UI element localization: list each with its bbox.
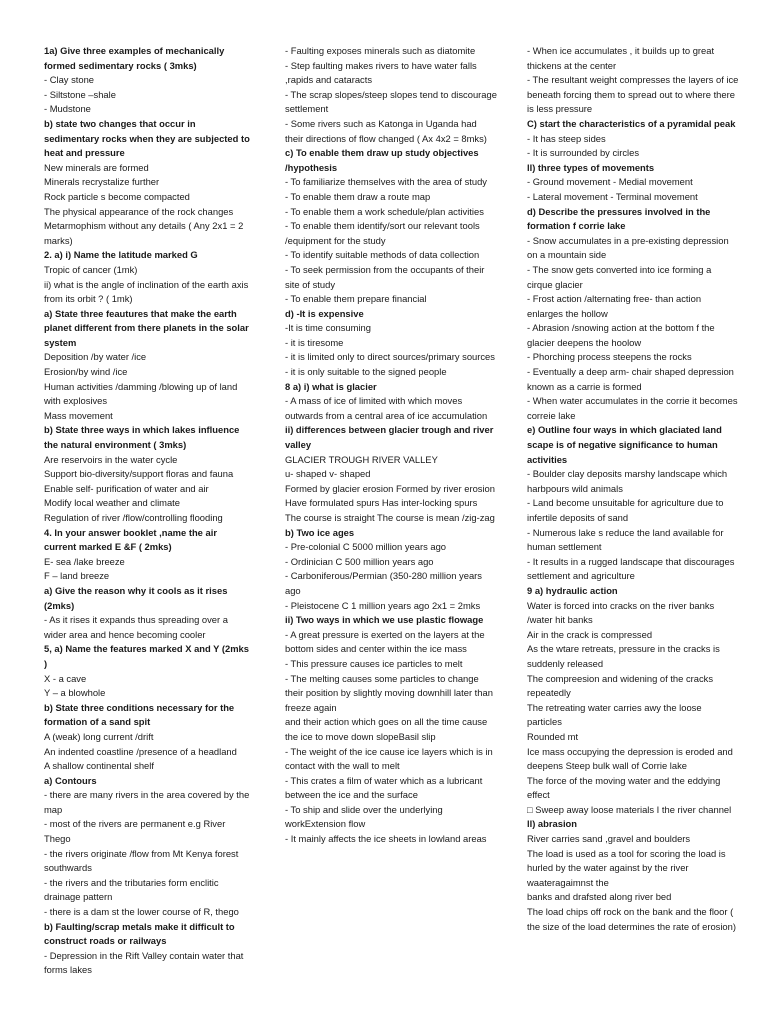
question-heading: ll) three types of movements — [527, 161, 655, 173]
answer-line: - To identify suitable methods of data collection — [285, 249, 480, 261]
answer-line: - it is tiresome — [285, 336, 344, 348]
answer-line: Enable self- purification of water and air — [44, 482, 209, 494]
answer-line: - Phorching process steepens the rocks — [527, 351, 692, 363]
answer-line: - It has steep sides — [527, 132, 606, 144]
answer-line: Tropic of cancer (1mk) — [44, 263, 138, 275]
answer-line: - Step faulting makes rivers to have water falls ,rapids and cataracts — [285, 59, 477, 86]
answer-line: - Mudstone — [44, 103, 91, 115]
answer-line: The force of the moving water and the eddying effect — [527, 774, 721, 801]
answer-line: A shallow continental shelf — [44, 760, 154, 772]
answer-line: - Lateral movement - Terminal movement — [527, 190, 698, 202]
answer-line: - Siltstone –shale — [44, 88, 116, 100]
question-heading: ll) abrasion — [527, 818, 578, 830]
question-heading: 9 a) hydraulic action — [527, 584, 618, 596]
answer-line: Minerals recrystalize further — [44, 176, 160, 188]
answer-line: - When ice accumulates , it builds up to great thickens at the center — [527, 45, 715, 71]
answer-line: - it is only suitable to the signed people — [285, 366, 447, 378]
answer-line: - it is limited only to direct sources/primary sources — [285, 351, 495, 363]
answer-line: Ice mass occupying the depression is eroded and deepens Steep bulk wall of Corrie lake — [527, 745, 733, 772]
answer-line: u- shaped v- shaped — [285, 468, 371, 480]
question-heading: 4. In your answer booklet ,name the air current marked E &F ( 2mks) — [44, 526, 217, 553]
answer-line: - Clay stone — [44, 74, 95, 86]
answer-line: - As it rises it expands thus spreading over a wider area and hence becoming cooler — [44, 614, 228, 640]
answer-line: - The melting causes some particles to change their position by slightly moving downhill later than freeze again — [285, 672, 493, 713]
answer-line: - To enable them a work schedule/plan activities — [285, 205, 484, 217]
answer-line: - To enable them draw a route map — [285, 190, 431, 202]
answer-line: GLACIER TROUGH RIVER VALLEY — [285, 453, 438, 465]
answer-line: Deposition /by water /ice — [44, 351, 147, 363]
answer-line: - The resultant weight compresses the layers of ice beneath forcing them to spread out to where there is less pressure — [527, 74, 739, 115]
question-heading: 8 a) i) what is glacier — [285, 380, 377, 392]
answer-line: Human activities /damming /blowing up of land with explosives — [44, 380, 238, 407]
answer-line: - It results in a rugged landscape that discourages settlement and agriculture — [527, 555, 735, 582]
answer-line: - Depression in the Rift Valley contain water that forms lakes — [44, 949, 244, 976]
question-heading: 1a) Give three examples of mechanically formed sedimentary rocks ( 3mks) — [44, 45, 225, 71]
question-heading: b) Two ice ages — [285, 526, 355, 538]
answer-line: - Boulder clay deposits marshy landscape which harbpours wild animals — [527, 468, 728, 494]
question-heading: c) To enable them draw up study objectives /hypothesis — [285, 147, 479, 173]
answer-line: - most of the rivers are permanent e.g River Thego — [44, 818, 226, 845]
answer-line: - Ground movement - Medial movement — [527, 176, 693, 188]
answer-line: Have formulated spurs Has inter-locking spurs — [285, 497, 478, 509]
answer-line: - there is a dam st the lower course of R, thego — [44, 906, 239, 918]
question-heading: a) Give the reason why it cools as it rises (2mks) — [44, 584, 228, 611]
question-heading: b) State three ways in which lakes influence the natural environment ( 3mks) — [44, 424, 240, 451]
answer-line: The physical appearance of the rock changes — [44, 205, 234, 217]
answer-line: - Frost action /alternating free- than action enlarges the hollow — [527, 293, 702, 319]
question-heading: a) State three feautures that make the earth planet different from there planets in the solar system — [44, 307, 249, 348]
answer-line: X - a cave — [44, 672, 87, 684]
answer-line: A (weak) long current /drift — [44, 730, 154, 742]
answer-line: - To seek permission from the occupants of their site of study — [285, 263, 485, 290]
question-heading: a) Contours — [44, 774, 97, 786]
answer-line: - Faulting exposes minerals such as diatomite — [285, 45, 476, 56]
answer-line: Erosion/by wind /ice — [44, 366, 128, 378]
answer-line: - The weight of the ice cause ice layers which is in contact with the wall to melt — [285, 745, 493, 772]
answer-line: F – land breeze — [44, 570, 110, 582]
question-heading: C) start the characteristics of a pyramidal peak — [527, 117, 736, 129]
answer-line: Modify local weather and climate — [44, 497, 181, 509]
answer-line: Formed by glacier erosion Formed by river erosion — [285, 482, 495, 494]
answer-line: Rock particle s become compacted — [44, 190, 190, 202]
answer-line: - the rivers originate /flow from Mt Kenya forest southwards — [44, 847, 239, 874]
answer-line: -It is time consuming — [285, 322, 371, 334]
question-heading: 5, a) Name the features marked X and Y (2mks ) — [44, 643, 249, 669]
answer-line: □ Sweep away loose materials I the river channel — [527, 803, 732, 815]
question-heading: 2. a) i) Name the latitude marked G — [44, 249, 198, 261]
answer-line: Air in the crack is compressed — [527, 628, 653, 640]
answer-line: As the wtare retreats, pressure in the cracks is suddenly released — [527, 643, 720, 669]
answer-line: Rounded mt — [527, 730, 579, 742]
answer-line: Metarmophism without any details ( Any 2x1 = 2 marks) — [44, 220, 244, 246]
answer-line: - It mainly affects the ice sheets in lowland areas — [285, 833, 487, 845]
answer-line: - A mass of ice of limited with which moves outwards from a central area of ice accumulation — [285, 395, 488, 421]
question-heading: b) Faulting/scrap metals make it difficult to construct roads or railways — [44, 920, 235, 947]
column-left — [44, 44, 250, 978]
answer-line: Y – a blowhole — [44, 687, 106, 699]
answer-line: The retreating water carries awy the loose particles — [527, 701, 702, 728]
answer-line: - Land become unsuitable for agriculture due to infertile deposits of sand — [527, 497, 724, 523]
answer-line: Regulation of river /flow/controlling flooding — [44, 512, 223, 523]
answer-line: - Abrasion /snowing action at the bottom f the glacier deepens the hoolow — [527, 322, 715, 348]
answer-line: - When water accumulates in the corrie it becomes correie lake — [527, 395, 738, 421]
answer-line: - This crates a film of water which as a lubricant between the ice and the surface — [285, 774, 483, 801]
answer-line: - A great pressure is exerted on the layers at the bottom sides and center within the ice mass — [285, 628, 485, 655]
answer-line: - Ordinician C 500 million years ago — [285, 555, 434, 567]
question-heading: ii) Two ways in which we use plastic flowage — [285, 614, 484, 626]
column-right — [527, 44, 739, 934]
question-heading: ii) differences between glacier trough and river valley — [285, 424, 494, 451]
answer-line: - To ship and slide over the underlying workExtension flow — [285, 803, 443, 830]
column-middle — [285, 44, 497, 847]
answer-line: - Some rivers such as Katonga in Uganda had their directions of flow changed ( Ax 4x2 = 8mks) — [285, 117, 487, 144]
question-heading: b) state two changes that occur in sedimentary rocks when they are subjected to heat and pressure — [44, 117, 250, 159]
answer-line: - It is surrounded by circles — [527, 147, 640, 159]
answer-line: - This pressure causes ice particles to melt — [285, 657, 463, 669]
answer-line: Are reservoirs in the water cycle — [44, 453, 178, 465]
answer-line: - To enable them identify/sort our relevant tools /equipment for the study — [285, 220, 480, 246]
answer-line: - the rivers and the tributaries form enclitic drainage pattern — [44, 876, 219, 903]
answer-line: An indented coastline /presence of a headland — [44, 745, 237, 757]
answer-line: Mass movement — [44, 409, 113, 421]
answer-line: E- sea /lake breeze — [44, 555, 125, 567]
question-heading: b) State three conditions necessary for the formation of a sand spit — [44, 701, 235, 728]
answer-line: The load is used as a tool for scoring the load is hurled by the water against by the river waateragaimnst the — [527, 847, 726, 888]
answer-line: ii) what is the angle of inclination of the earth axis from its orbit ? ( 1mk) — [44, 278, 249, 305]
answer-line: - Carboniferous/Permian (350-280 million years ago — [285, 570, 482, 596]
answer-line: The load chips off rock on the bank and the floor ( the size of the load determines the rate of erosion) — [527, 906, 736, 932]
answer-line: - Numerous lake s reduce the land available for human settlement — [527, 526, 724, 553]
answer-line: River carries sand ,gravel and boulders — [527, 833, 691, 845]
question-heading: d) -It is expensive — [285, 307, 364, 319]
answer-line: The compreesion and widening of the cracks repeatedly — [527, 672, 714, 699]
answer-line: - Eventually a deep arm- chair shaped depression known as a carrie is formed — [527, 366, 734, 392]
answer-line: - Pre-colonial C 5000 million years ago — [285, 541, 447, 553]
answer-line: - The snow gets converted into ice forming a cirque glacier — [527, 263, 712, 290]
answer-line: - The scrap slopes/steep slopes tend to discourage settlement — [285, 88, 497, 115]
answer-line: - Snow accumulates in a pre-existing depression on a mountain side — [527, 234, 729, 261]
answer-line: Support bio-diversity/support floras and fauna — [44, 468, 234, 480]
answer-line: and their action which goes on all the time cause the ice to move down slopeBasil slip — [285, 716, 488, 742]
answer-line: - there are many rivers in the area covered by the map — [44, 789, 250, 815]
answer-line: New minerals are formed — [44, 161, 149, 173]
answer-line: The course is straight The course is mean /zig-zag — [285, 512, 495, 523]
answer-line: - To familiarize themselves with the area of study — [285, 176, 487, 188]
answer-line: Water is forced into cracks on the river banks /water hit banks — [527, 599, 715, 626]
question-heading: e) Outline four ways in which glaciated land scape is of negative significance to human activities — [527, 424, 722, 465]
answer-line: - Pleistocene C 1 million years ago 2x1 = 2mks — [285, 599, 481, 611]
answer-line: - To enable them prepare financial — [285, 293, 427, 305]
answer-line: banks and drafsted along river bed — [527, 891, 672, 903]
question-heading: d) Describe the pressures involved in the formation f corrie lake — [527, 205, 711, 232]
